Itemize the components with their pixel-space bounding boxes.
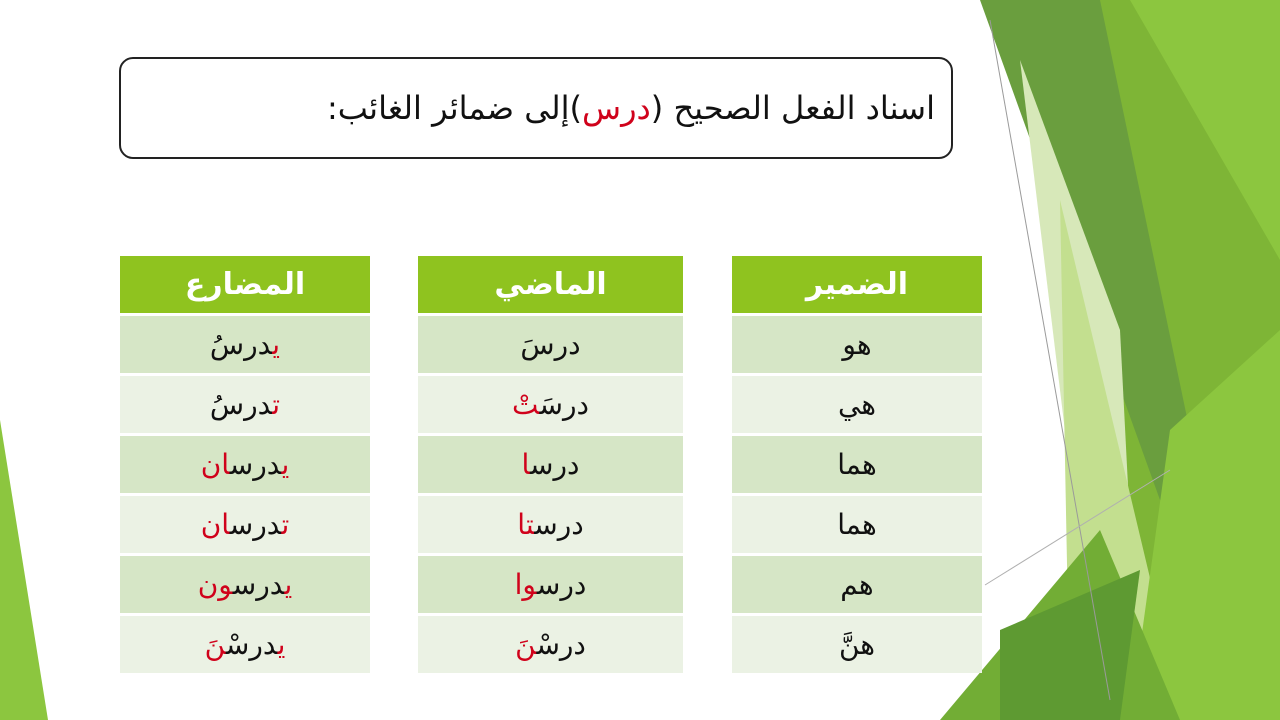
past-stem: درس xyxy=(534,508,584,541)
pronoun-header: الضمير xyxy=(732,256,982,313)
present-cell xyxy=(120,616,370,673)
pronoun-cell: هما xyxy=(732,436,982,493)
page-title xyxy=(327,89,935,127)
present-suffix: ان xyxy=(200,448,230,481)
past-cell xyxy=(418,436,683,493)
past-cell xyxy=(418,376,683,433)
past-header: الماضي xyxy=(418,256,683,313)
present-table xyxy=(120,253,370,676)
present-cell xyxy=(120,556,370,613)
past-cell xyxy=(418,556,683,613)
past-stem: درسَ xyxy=(520,328,581,361)
past-cell xyxy=(418,496,683,553)
present-cell xyxy=(120,316,370,373)
title-before: اسناد الفعل الصحيح ( xyxy=(650,89,935,127)
past-stem: درس xyxy=(530,448,580,481)
pronoun-cell: هو xyxy=(732,316,982,373)
past-suffix: وا xyxy=(514,568,537,601)
past-cell xyxy=(418,316,683,373)
past-suffix: تا xyxy=(517,508,535,541)
present-stem: درسُ xyxy=(209,388,273,421)
past-cell xyxy=(418,616,683,673)
pronoun-table xyxy=(732,253,982,676)
present-suffix: نَ xyxy=(204,628,226,661)
present-stem: درس xyxy=(229,448,282,481)
present-stem: درس xyxy=(229,508,282,541)
past-stem: درسْ xyxy=(536,628,586,661)
title-verb: درس xyxy=(582,89,651,127)
past-suffix: ا xyxy=(521,448,531,481)
present-header: المضارع xyxy=(120,256,370,313)
past-table xyxy=(418,253,683,676)
present-cell xyxy=(120,376,370,433)
past-suffix: نَ xyxy=(515,628,537,661)
present-stem: درسْ xyxy=(225,628,278,661)
title-after: )إلى ضمائر الغائب: xyxy=(326,89,583,127)
past-suffix: تْ xyxy=(512,388,540,421)
present-prefix: ي xyxy=(277,628,286,661)
present-prefix: ي xyxy=(284,568,293,601)
pronoun-cell: هما xyxy=(732,496,982,553)
present-prefix: ي xyxy=(272,328,281,361)
present-suffix: ون xyxy=(197,568,233,601)
pronoun-cell: هنَّ xyxy=(732,616,982,673)
present-cell xyxy=(120,436,370,493)
present-suffix: ان xyxy=(200,508,230,541)
present-prefix: ت xyxy=(272,388,281,421)
present-prefix: ت xyxy=(281,508,290,541)
present-prefix: ي xyxy=(281,448,290,481)
past-stem: درسَ xyxy=(539,388,589,421)
present-stem: درسُ xyxy=(209,328,273,361)
pronoun-cell: هي xyxy=(732,376,982,433)
pronoun-cell: هم xyxy=(732,556,982,613)
present-stem: درس xyxy=(232,568,285,601)
title-box xyxy=(119,57,953,159)
present-cell xyxy=(120,496,370,553)
past-stem: درس xyxy=(536,568,587,601)
